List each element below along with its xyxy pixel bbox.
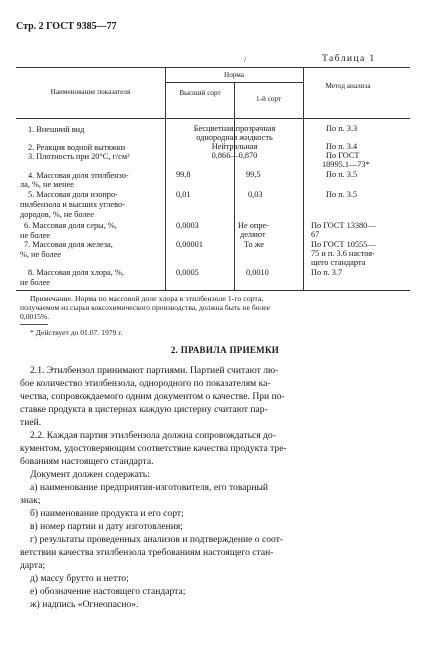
row-top: Нейтральная — [211, 142, 258, 151]
list-item: е) обозначение настоящего стандарта; — [30, 586, 186, 597]
list-item: ж) надпись «Огнеопасно». — [30, 599, 139, 610]
row-method: По ГОСТ 10555— — [311, 240, 376, 249]
row-top: Бесцветная прозрачная — [193, 124, 276, 133]
row-first: То же — [244, 240, 264, 249]
row-method: По ГОСТ — [326, 151, 360, 160]
header-norma: Норма — [224, 71, 244, 79]
row-name: 6. Массовая доля серы, %, — [24, 221, 117, 230]
row-method: 75 и п. 3.6 настоя- — [311, 249, 375, 258]
list-item: в) номер партии и дату изготовления; — [30, 521, 183, 532]
header-name: Наименование показателя — [50, 88, 131, 96]
row-name: 5. Массовая доля изопро- — [28, 190, 118, 199]
tick-mark: / — [244, 55, 247, 64]
row-name: пилбензола и высших углево- — [20, 200, 125, 209]
row-method: По п. 3.3 — [326, 124, 358, 133]
header-method: Метод анализа — [325, 82, 371, 90]
row-method: 18995.1—73* — [322, 160, 370, 169]
row-name: 8. Массовая доля хлора, %, — [28, 268, 124, 277]
list-item: б) наименование продукта и его сорт; — [30, 508, 184, 519]
list-item: д) массу брутто и нетто; — [30, 573, 129, 584]
row-method: По п. 3.5 — [326, 170, 358, 179]
row-method: По п. 3.5 — [326, 190, 358, 199]
row-first: деляют — [240, 230, 266, 239]
row-name: 3. Плотность при 20°С, г/см³ — [28, 152, 130, 161]
list-item: знак; — [20, 495, 41, 506]
row-top: однородная жидкость — [196, 133, 273, 142]
row-name: не более — [20, 231, 50, 240]
section-title: 2. ПРАВИЛА ПРИЕМКИ — [170, 345, 280, 355]
row-top: 0,0003 — [176, 221, 199, 230]
row-top: 0,0005 — [176, 268, 199, 277]
row-name: дородов, %, не более — [20, 210, 94, 219]
row-top: 0,866—0,870 — [211, 151, 258, 160]
row-name: 4. Массовая доля этилбензо- — [28, 171, 129, 180]
row-name: ла, %, не менее — [20, 180, 74, 189]
row-first: 0,03 — [248, 190, 263, 199]
row-first: 99,5 — [246, 170, 261, 179]
row-method: По ГОСТ 13380— — [311, 221, 376, 230]
table-label: Таблица 1 — [322, 53, 376, 64]
row-name: 7. Массовая доля железа, — [24, 240, 113, 249]
list-item: ветствии качества этилбензола требованиям настоящего стан- — [20, 547, 274, 558]
row-name: 2. Реакция водной вытяжки — [28, 143, 126, 152]
row-method: По п. 3.7 — [311, 268, 343, 277]
footnote: * Действует до 01.07. 1979 г. — [30, 328, 123, 337]
header-first-grade: 1-й сорт — [255, 95, 282, 103]
row-first: Не опре- — [238, 221, 269, 230]
list-item: а) наименование предприятия-изготовителя, его товарный — [30, 482, 269, 493]
list-item: г) результаты проведенных анализов и подтверждение о соот- — [30, 534, 284, 545]
document-contents-intro: Документ должен содержать: — [30, 469, 150, 480]
row-name: 1. Внешний вид — [28, 125, 85, 134]
list-item: дарта; — [20, 560, 46, 571]
page-header-left: Стр. 2 ГОСТ 9385—77 — [16, 21, 117, 32]
row-top: 0,00001 — [176, 240, 203, 249]
row-top: 99,8 — [176, 170, 191, 179]
row-top: 0,01 — [176, 190, 191, 199]
row-method: 67 — [311, 230, 320, 239]
row-name: не более — [20, 278, 50, 287]
row-first: 0,0010 — [246, 268, 269, 277]
header-top-grade: Высший сорт — [179, 89, 221, 97]
row-method: щего стандарта — [311, 258, 366, 267]
row-name: %, не более — [20, 250, 62, 259]
row-method: По п. 3.4 — [326, 142, 358, 151]
